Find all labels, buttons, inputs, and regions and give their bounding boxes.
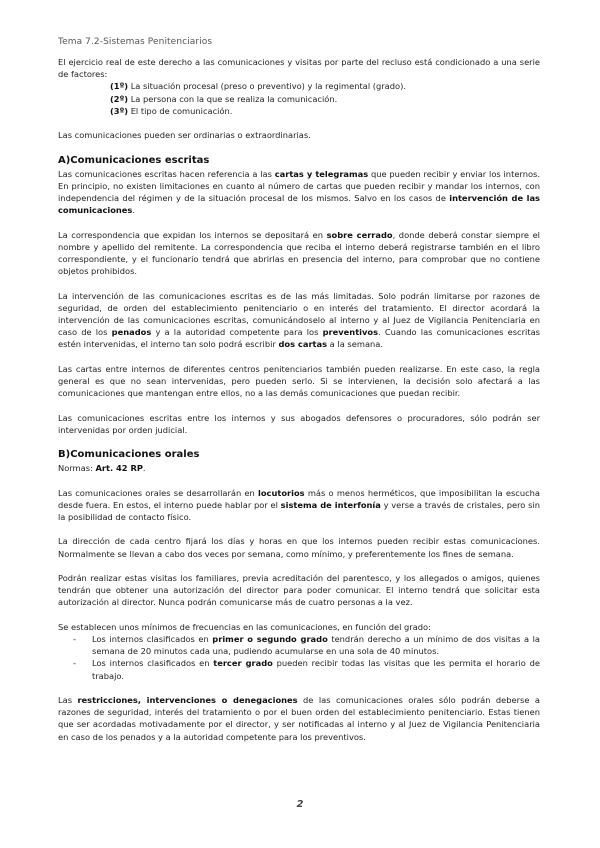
paragraph: Las comunicaciones escritas entre los internos y sus abogados defensores o procuradores, sólo podrán ser intervenidas por orden judicial. [58, 412, 540, 435]
paragraph: La dirección de cada centro fijará los días y horas en que los internos pueden recibir estas comunicaciones. Normalmente se llevan a cabo dos veces por semana, como mínimo, y preferentemente los fines de semana. [58, 536, 540, 559]
factor-item: (3º) El tipo de comunicación. [110, 105, 233, 116]
paragraph: Las comunicaciones orales se desarrollarán en locutorios más o menos herméticos, que imposibilitan la escucha desde fuera. En estos, el interno puede hablar por el sistema de interfonía y verse a través de cristales, pero sin la posibilidad de contacto físico. [58, 487, 541, 522]
paragraph: Las comunicaciones escritas hacen referencia a las cartas y telegramas que pueden recibir y enviar los internos. En principio, no existen limitaciones en cuanto al número de cartas que pueden recibir y mandar los internos, con independencia del régimen y de la situación procesal de los mismos. Salvo en los casos de intervención de las comunicaciones. [58, 168, 540, 216]
section-heading-written: A)Comunicaciones escritas [58, 154, 210, 166]
paragraph: Podrán realizar estas visitas los familiares, previa acreditación del parentesco, y los allegados o amigos, quienes tendrán que obtener una autorización del director para poder comunicar. El interno tendrá que solicitar esta autorización al director. Nunca podrán comunicarse más de cuatro personas a la vez. [58, 572, 540, 608]
list-item: - Los internos clasificados en tercer grado pueden recibir todas las visitas que les permita el horario de trabajo. [73, 658, 541, 681]
running-header: Tema 7.2-Sistemas Penitenciarios [58, 37, 213, 47]
paragraph: Las cartas entre internos de diferentes centros penitenciarios también pueden realizarse. En este caso, la regla general es que no sean intervenidas, pero pueden serlo. Si se intervienen, la decisión solo afectará a las comunicaciones que mantengan entre ellos, no a las demás comunicaciones que puedan recibir. [58, 363, 540, 399]
factor-item: (1º) La situación procesal (preso o preventivo) y la regimental (grado). [110, 81, 406, 92]
paragraph: Se establecen unos mínimos de frecuencias en las comunicaciones, en función del grado: [58, 621, 431, 632]
paragraph: Las restricciones, intervenciones o denegaciones de las comunicaciones orales sólo podrán deberse a razones de seguridad, interés del tratamiento o por el buen orden del establecimiento penitenciario. Estas tienen que ser acordadas motivadamente por el director, y ser notificadas al interno y al Juez de Vigilancia Penitenciaria en caso de los penados y a la autoridad competente para los preventivos. [58, 694, 540, 742]
page-body [58, 56, 540, 743]
page-number: 2 [296, 799, 304, 810]
factors-list [58, 80, 540, 117]
list-item: - Los internos clasificados en primer o segundo grado tendrán derecho a un mínimo de dos visitas a la semana de 20 minutos cada una, pudiendo acumularse en una sola de 40 minutos. [73, 633, 540, 657]
grade-list [58, 633, 540, 682]
paragraph: La intervención de las comunicaciones escritas es de las más limitadas. Solo podrán limitarse por razones de seguridad, de orden del establecimiento penitenciario o en interés del tratamiento. El director acordará la intervención de las comunicaciones escritas, comunicándoselo al interno y al Juez de Vigilancia Penitenciaria en caso de los penados y a la autoridad competente para los preventivos. Cuando las comunicaciones escritas estén intervenidas, el interno tan solo podrá escribir dos cartas a la semana. [58, 290, 540, 350]
intro-paragraph: El ejercicio real de este derecho a las comunicaciones y visitas por parte del recluso está condicionado a una serie de factores: [58, 57, 540, 80]
section-heading-oral: B)Comunicaciones orales [58, 449, 200, 461]
factor-item: (2º) La persona con la que se realiza la comunicación. [110, 93, 338, 104]
norms-line: Normas: Art. 42 RP. [58, 463, 146, 474]
paragraph: La correspondencia que expidan los internos se depositará en sobre cerrado, donde deberá constar siempre el nombre y apellido del remitente. La correspondencia que reciba el interno deberá registrarse también en el libro correspondiente, y el funcionario tendrá que abrirlas en presencia del interno, para comprobar que no contiene objetos prohibidos. [58, 229, 540, 277]
intro-paragraph-2: Las comunicaciones pueden ser ordinarias o extraordinarias. [58, 130, 311, 141]
